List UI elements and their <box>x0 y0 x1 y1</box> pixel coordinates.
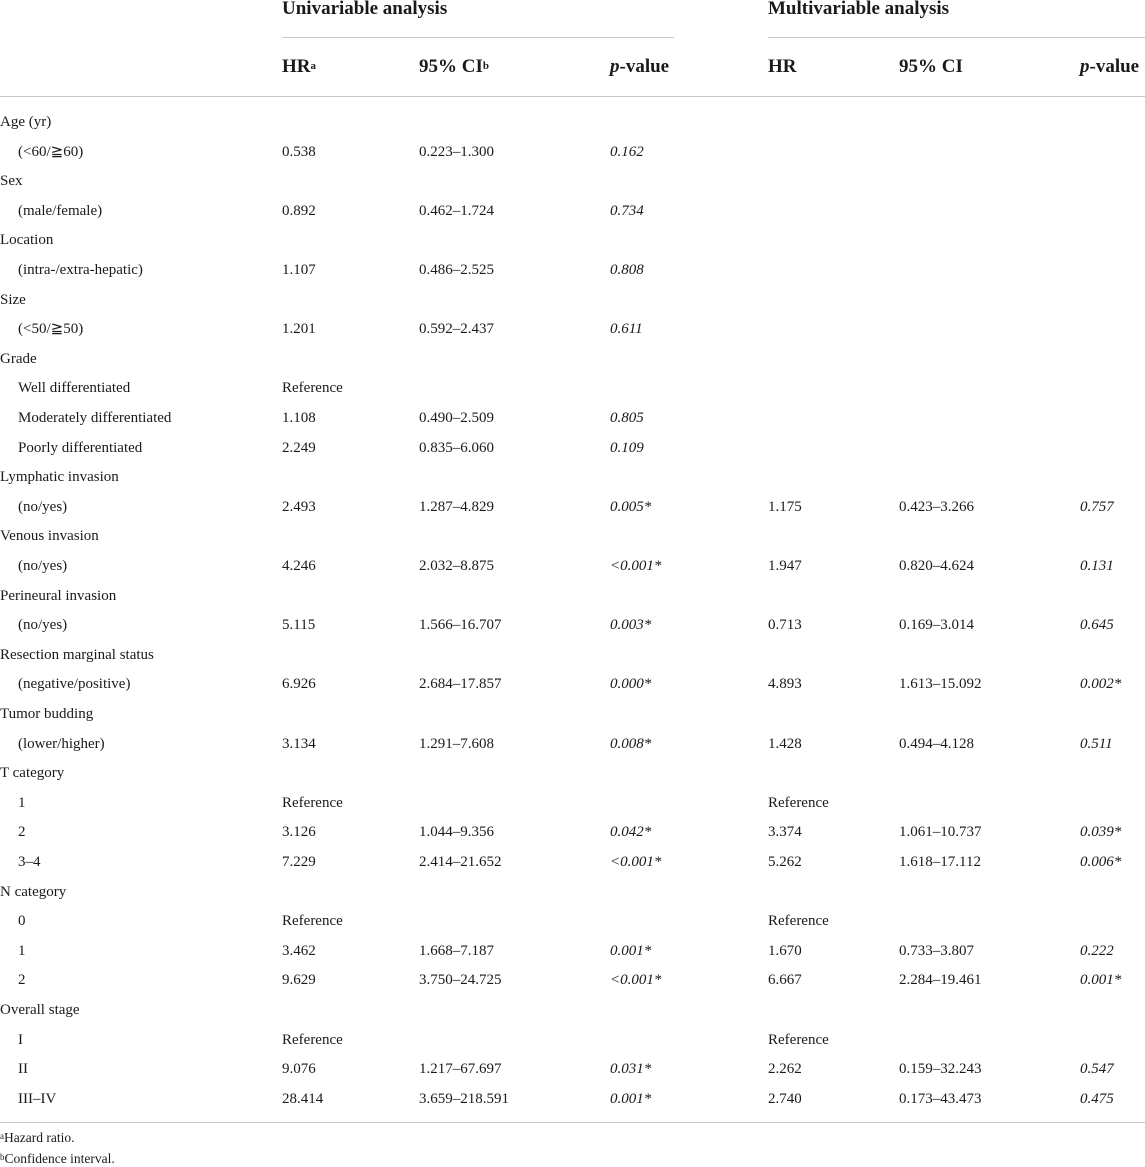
univariable-hr-cell: Reference <box>282 795 343 811</box>
multivariable-underline <box>768 37 1145 38</box>
univariable-ci-cell: 1.291–7.608 <box>419 736 494 752</box>
univariable-ci-cell: 3.659–218.591 <box>419 1091 509 1107</box>
univariable-hr-cell: Reference <box>282 1032 343 1048</box>
row-group-label: Sex <box>0 173 23 189</box>
univariable-p-cell: 0.611 <box>610 321 643 337</box>
multivariable-p-cell: 0.222 <box>1080 943 1114 959</box>
row-group-label: Perineural invasion <box>0 588 117 604</box>
row-sublabel: (<50/≧50) <box>18 321 84 337</box>
row-sublabel: (lower/higher) <box>18 736 105 752</box>
univariable-ci-cell: 0.592–2.437 <box>419 321 494 337</box>
multivariable-ci-cell: 2.284–19.461 <box>899 972 982 988</box>
multivariable-p-cell: 0.645 <box>1080 617 1114 633</box>
univariable-hr-cell: 5.115 <box>282 617 316 633</box>
univariable-ci-cell: 0.486–2.525 <box>419 262 494 278</box>
row-sublabel: Poorly differentiated <box>18 440 143 456</box>
multivariable-p-cell: 0.475 <box>1080 1091 1114 1107</box>
col-header-hr-univariable: $HR^a$ <box>282 56 316 77</box>
univariable-p-cell: 0.805 <box>610 410 644 426</box>
row-sublabel: 1 <box>18 943 26 959</box>
multivariable-ci-cell: 1.618–17.112 <box>899 854 981 870</box>
multivariable-p-cell: 0.131 <box>1080 558 1114 574</box>
multivariable-p-cell: 0.001* <box>1080 972 1122 988</box>
row-sublabel: (<60/≧60) <box>18 144 84 160</box>
univariable-header: Univariable analysis <box>282 0 448 19</box>
multivariable-hr-cell: 1.947 <box>768 558 802 574</box>
row-sublabel: 0 <box>18 913 26 929</box>
univariable-ci-cell: 1.668–7.187 <box>419 943 494 959</box>
multivariable-hr-cell: 1.175 <box>768 499 802 515</box>
univariable-hr-cell: Reference <box>282 380 343 396</box>
header-bottom-rule <box>0 96 1145 97</box>
row-sublabel: 2 <box>18 972 26 988</box>
multivariable-ci-cell: 1.061–10.737 <box>899 824 982 840</box>
univariable-hr-cell: 2.493 <box>282 499 316 515</box>
table-bottom-rule <box>0 1122 1145 1123</box>
row-group-label: Overall stage <box>0 1002 80 1018</box>
univariable-hr-cell: 4.246 <box>282 558 316 574</box>
univariable-hr-cell: 0.892 <box>282 203 316 219</box>
multivariable-ci-cell: 0.169–3.014 <box>899 617 974 633</box>
multivariable-hr-cell: 1.428 <box>768 736 802 752</box>
univariable-underline <box>282 37 674 38</box>
univariable-ci-cell: 2.032–8.875 <box>419 558 494 574</box>
multivariable-ci-cell: 0.173–43.473 <box>899 1091 982 1107</box>
univariable-p-cell: 0.734 <box>610 203 644 219</box>
row-group-label: N category <box>0 884 67 900</box>
row-sublabel: (intra-/extra-hepatic) <box>18 262 143 278</box>
univariable-p-cell: 0.808 <box>610 262 644 278</box>
row-sublabel: (male/female) <box>18 203 103 219</box>
univariable-ci-cell: 1.044–9.356 <box>419 824 494 840</box>
univariable-ci-cell: 0.462–1.724 <box>419 203 494 219</box>
univariable-hr-cell: 7.229 <box>282 854 316 870</box>
univariable-ci-cell: 3.750–24.725 <box>419 972 502 988</box>
footnote-hazard-ratio: $^a$Hazard ratio. <box>0 1130 75 1145</box>
multivariable-hr-cell: 0.713 <box>768 617 802 633</box>
row-sublabel: 2 <box>18 824 26 840</box>
univariable-hr-cell: 3.462 <box>282 943 316 959</box>
row-sublabel: II <box>18 1061 28 1077</box>
row-sublabel: 3–4 <box>18 854 41 870</box>
row-sublabel: (negative/positive) <box>18 676 131 692</box>
univariable-p-cell: 0.000* <box>610 676 652 692</box>
multivariable-p-cell: 0.511 <box>1080 736 1113 752</box>
multivariable-header: Multivariable analysis <box>768 0 950 19</box>
col-header-p-multivariable: p-value <box>1080 56 1140 77</box>
multivariable-ci-cell: 1.613–15.092 <box>899 676 982 692</box>
univariable-ci-cell: 1.217–67.697 <box>419 1061 502 1077</box>
univariable-p-cell: <0.001* <box>610 558 662 574</box>
univariable-ci-cell: 0.835–6.060 <box>419 440 494 456</box>
multivariable-p-cell: 0.002* <box>1080 676 1122 692</box>
univariable-p-cell: 0.031* <box>610 1061 652 1077</box>
row-group-label: Tumor budding <box>0 706 94 722</box>
univariable-hr-cell: 9.076 <box>282 1061 316 1077</box>
univariable-ci-cell: 1.566–16.707 <box>419 617 502 633</box>
multivariable-ci-cell: 0.423–3.266 <box>899 499 974 515</box>
row-sublabel: 1 <box>18 795 26 811</box>
multivariable-hr-cell: Reference <box>768 913 829 929</box>
univariable-hr-cell: 2.249 <box>282 440 316 456</box>
univariable-hr-cell: 1.107 <box>282 262 316 278</box>
multivariable-p-cell: 0.547 <box>1080 1061 1114 1077</box>
multivariable-ci-cell: 0.733–3.807 <box>899 943 974 959</box>
row-sublabel: I <box>18 1032 23 1048</box>
univariable-hr-cell: Reference <box>282 913 343 929</box>
multivariable-hr-cell: 2.740 <box>768 1091 802 1107</box>
univariable-hr-cell: 9.629 <box>282 972 316 988</box>
row-group-label: Location <box>0 232 54 248</box>
univariable-hr-cell: 3.126 <box>282 824 316 840</box>
row-group-label: Age (yr) <box>0 114 52 130</box>
univariable-p-cell: 0.001* <box>610 943 652 959</box>
multivariable-hr-cell: Reference <box>768 1032 829 1048</box>
univariable-hr-cell: 1.201 <box>282 321 316 337</box>
univariable-hr-cell: 1.108 <box>282 410 316 426</box>
row-sublabel: Well differentiated <box>18 380 131 396</box>
col-header-hr-multivariable: HR <box>768 56 797 77</box>
multivariable-p-cell: 0.757 <box>1080 499 1114 515</box>
multivariable-p-cell: 0.039* <box>1080 824 1122 840</box>
univariable-ci-cell: 0.223–1.300 <box>419 144 494 160</box>
multivariable-p-cell: 0.006* <box>1080 854 1122 870</box>
univariable-ci-cell: 0.490–2.509 <box>419 410 494 426</box>
col-header-ci-multivariable: 95% CI <box>899 56 963 77</box>
univariable-hr-cell: 0.538 <box>282 144 316 160</box>
univariable-p-cell: 0.003* <box>610 617 652 633</box>
univariable-p-cell: <0.001* <box>610 854 662 870</box>
univariable-hr-cell: 6.926 <box>282 676 316 692</box>
multivariable-hr-cell: 5.262 <box>768 854 802 870</box>
univariable-p-cell: 0.001* <box>610 1091 652 1107</box>
row-group-label: Venous invasion <box>0 528 99 544</box>
row-sublabel: III–IV <box>18 1091 57 1107</box>
univariable-p-cell: 0.162 <box>610 144 644 160</box>
multivariable-hr-cell: 3.374 <box>768 824 802 840</box>
multivariable-ci-cell: 0.820–4.624 <box>899 558 974 574</box>
univariable-hr-cell: 3.134 <box>282 736 316 752</box>
multivariable-ci-cell: 0.494–4.128 <box>899 736 974 752</box>
multivariable-ci-cell: 0.159–32.243 <box>899 1061 982 1077</box>
col-header-ci-univariable: 95% $CI^b$ <box>419 56 489 77</box>
univariable-ci-cell: 1.287–4.829 <box>419 499 494 515</box>
multivariable-hr-cell: 4.893 <box>768 676 802 692</box>
univariable-p-cell: 0.042* <box>610 824 652 840</box>
univariable-p-cell: 0.109 <box>610 440 644 456</box>
univariable-hr-cell: 28.414 <box>282 1091 324 1107</box>
row-sublabel: (no/yes) <box>18 558 68 574</box>
multivariable-hr-cell: 1.670 <box>768 943 802 959</box>
row-group-label: Lymphatic invasion <box>0 469 119 485</box>
multivariable-hr-cell: 2.262 <box>768 1061 802 1077</box>
col-header-p-univariable: p-value <box>610 56 670 77</box>
univariable-p-cell: 0.005* <box>610 499 652 515</box>
row-group-label: Size <box>0 292 26 308</box>
footnote-confidence-interval: $^b$Confidence interval. <box>0 1151 115 1166</box>
multivariable-hr-cell: 6.667 <box>768 972 802 988</box>
univariable-ci-cell: 2.414–21.652 <box>419 854 502 870</box>
row-group-label: T category <box>0 765 65 781</box>
row-sublabel: (no/yes) <box>18 499 68 515</box>
row-sublabel: (no/yes) <box>18 617 68 633</box>
row-group-label: Grade <box>0 351 37 367</box>
multivariable-hr-cell: Reference <box>768 795 829 811</box>
univariable-p-cell: <0.001* <box>610 972 662 988</box>
univariable-p-cell: 0.008* <box>610 736 652 752</box>
row-sublabel: Moderately differentiated <box>18 410 172 426</box>
row-group-label: Resection marginal status <box>0 647 154 663</box>
univariable-ci-cell: 2.684–17.857 <box>419 676 502 692</box>
